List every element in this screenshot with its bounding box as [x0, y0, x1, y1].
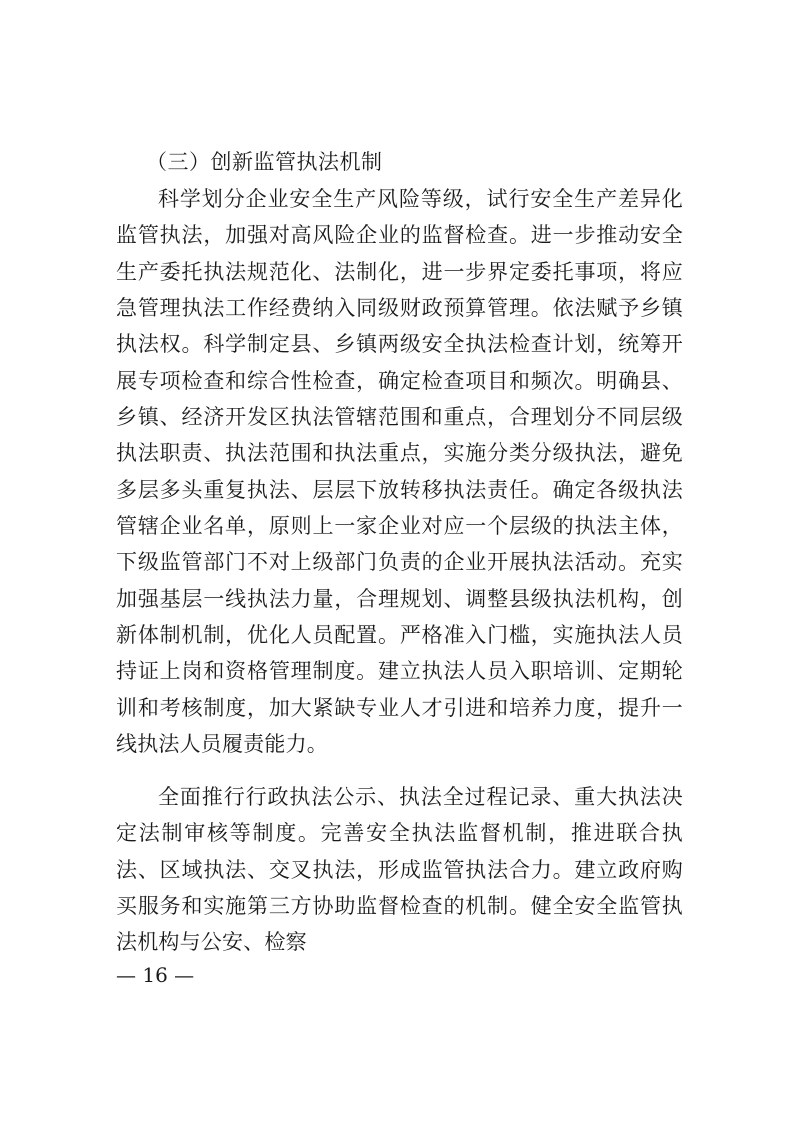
section-heading: （三）创新监管执法机制 — [146, 150, 383, 174]
body-paragraph-2: 全面推行行政执法公示、执法全过程记录、重大执法决定法制审核等制度。完善安全执法监督机制，推进联合执法、区域执法、交叉执法，形成监管执法合力。建立政府购买服务和实施第三方协助监督检查的机制。健全安全监管执法机构与公安、检察 — [116, 785, 683, 955]
body-paragraph-1: 科学划分企业安全生产风险等级，试行安全生产差异化监管执法，加强对高风险企业的监督检查。进一步推动安全生产委托执法规范化、法制化，进一步界定委托事项，将应急管理执法工作经费纳入同级财政预算管理。依法赋予乡镇执法权。科学制定县、乡镇两级安全执法检查计划，统筹开展专项检查和综合性检查，确定检查项目和频次。明确县、乡镇、经济开发区执法管辖范围和重点，合理划分不同层级执法职责、执法范围和执法重点，实施分类分级执法，避免多层多头重复执法、层层下放转移执法责任。确定各级执法管辖企业名单，原则上一家企业对应一个层级的执法主体，下级监管部门不对上级部门负责的企业开展执法活动。充实加强基层一线执法力量，合理规划、调整县级执法机构，创新体制机制，优化人员配置。严格准入门槛，实施执法人员持证上岗和资格管理制度。建立执法人员入职培训、定期轮训和考核制度，加大紧缺专业人才引进和培养力度，提升一线执法人员履责能力。 — [116, 187, 683, 757]
page-number: — 16 — — [116, 963, 195, 987]
